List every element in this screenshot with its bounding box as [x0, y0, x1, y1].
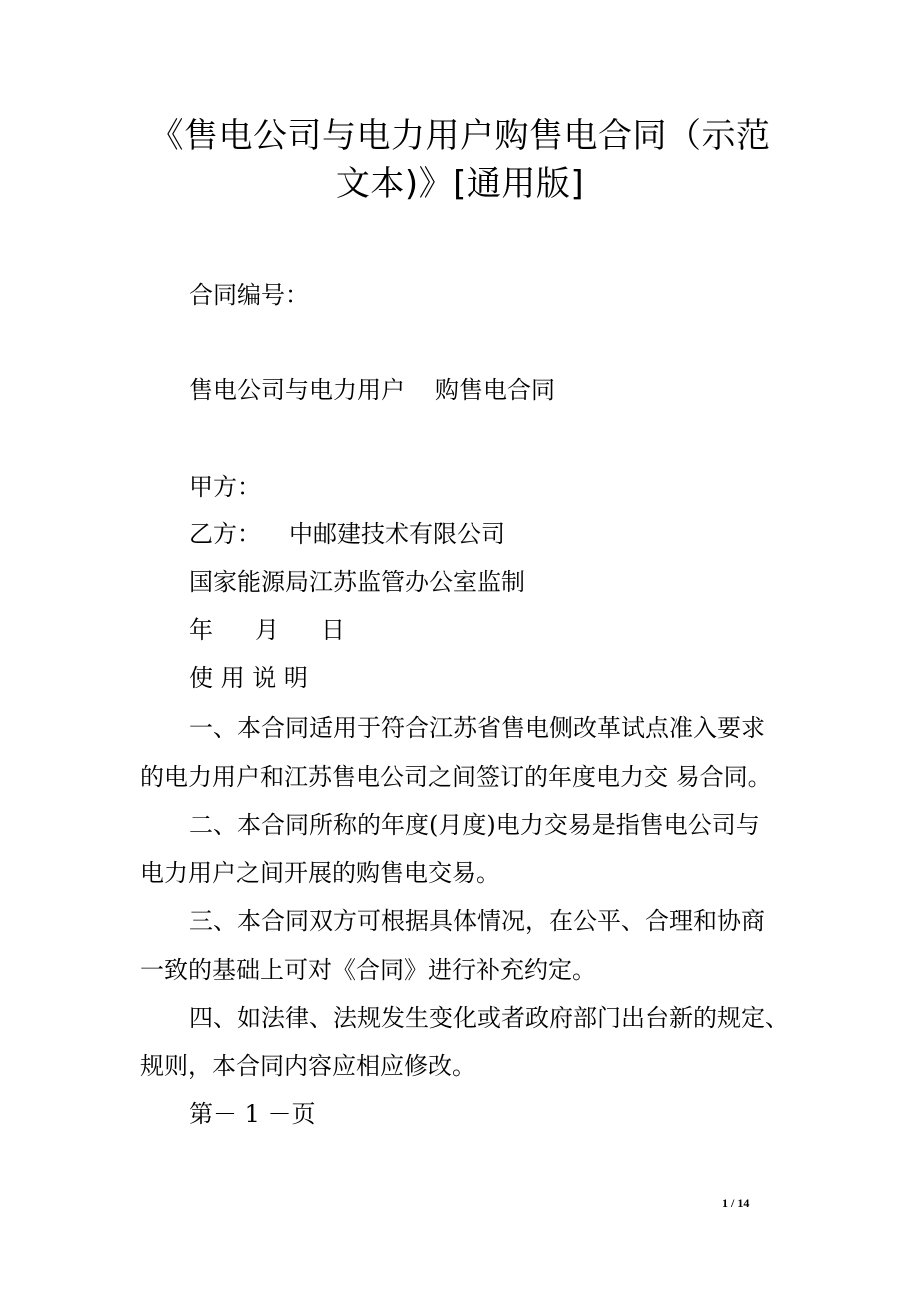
supervisor-text: 国家能源局江苏监管办公室监制 [189, 568, 525, 596]
contract-name-part1: 售电公司与电力用户 [189, 376, 405, 404]
contract-name-part2: 购售电合同 [435, 376, 555, 404]
page-marker: 第－ 1 －页 [189, 1100, 316, 1128]
date-year: 年 [189, 616, 213, 644]
party-b [189, 519, 834, 549]
item2-line1: 二、本合同所称的年度(月度)电力交易是指售电公司与 [189, 811, 760, 839]
item3-line2: 一致的基础上可对《合同》进行补充约定。 [140, 956, 596, 984]
document-title-line1: 《售电公司与电力用户购售电合同（示范 [149, 116, 771, 156]
contract-number-label: 合同编号： [189, 281, 309, 309]
instructions-heading: 使 用 说 明 [189, 664, 308, 692]
contract-name [189, 375, 834, 405]
item2-line2: 电力用户之间开展的购售电交易。 [140, 859, 500, 887]
item4-line2: 规则，本合同内容应相应修改。 [140, 1052, 476, 1080]
document-title-line2: 文本)》[通用版] [335, 164, 585, 204]
date-month: 月 [255, 616, 279, 644]
item1-line2: 的电力用户和江苏售电公司之间签订的年度电力交 易合同。 [140, 763, 772, 791]
page-indicator: 1 / 14 [722, 1196, 750, 1210]
item4-line1: 四、如法律、法规发生变化或者政府部门出台新的规定、 [189, 1004, 789, 1032]
party-a-label: 甲方： [189, 473, 261, 501]
party-b-label: 乙方： [189, 520, 261, 548]
item1-line1: 一、本合同适用于符合江苏省售电侧改革试点准入要求 [189, 714, 765, 742]
item3-line1: 三、本合同双方可根据具体情况，在公平、合理和协商 [189, 907, 765, 935]
date-line [189, 615, 834, 645]
party-b-name: 中邮建技术有限公司 [289, 520, 505, 548]
date-day: 日 [321, 616, 345, 644]
